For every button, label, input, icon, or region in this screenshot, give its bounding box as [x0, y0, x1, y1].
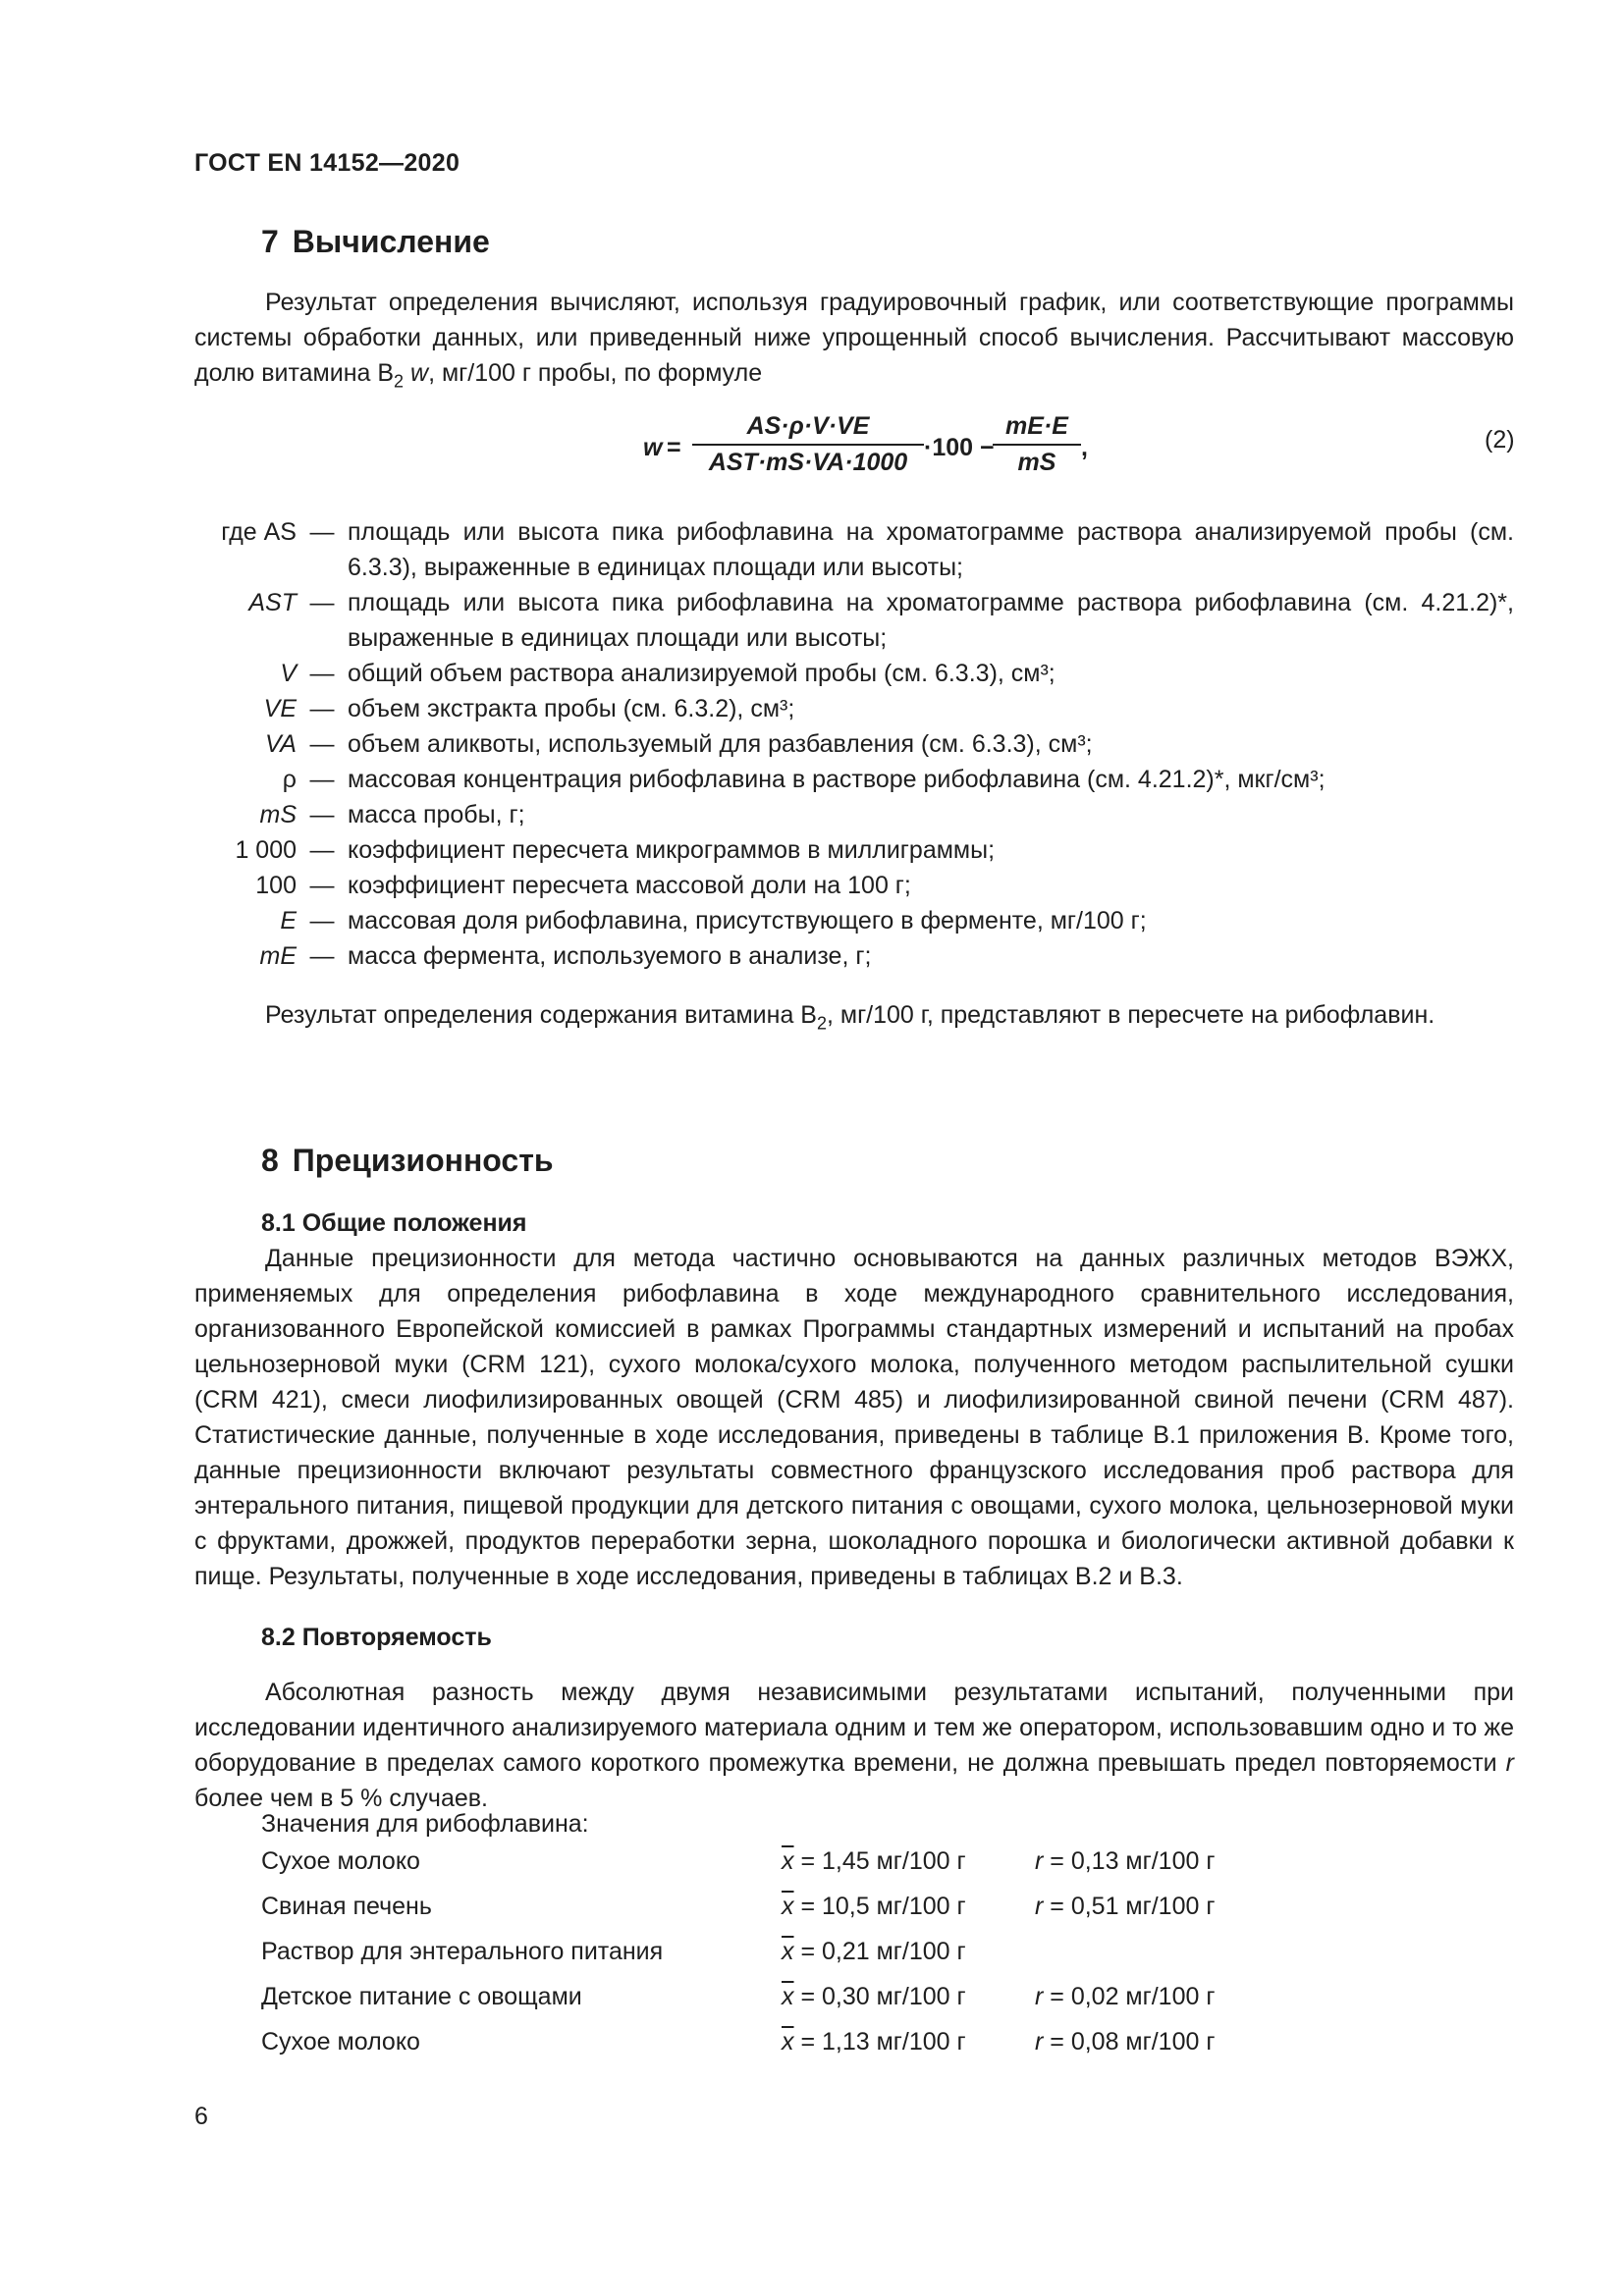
formula-2 — [643, 410, 1527, 489]
mean-text: = 1,45 мг/100 г — [800, 1847, 966, 1875]
sample-name: Сухое молоко — [261, 2028, 420, 2056]
mean-value — [782, 1983, 966, 2011]
legend-symbol: VA — [265, 730, 297, 758]
subsection-8-1-text: Данные прецизионности для метода частично основываются на данных различных методов ВЭЖХ, применяемых для определения рибофлавина в ходе международного сравнительного исследования, организованного Европейской комиссией в рамках Программы стандартных измерений и испытаний на пробах цельнозерновой муки (CRM 121), сухого молока/сухого молока, полученного методом распылительной сушки (CRM 421), смеси лиофилизированных овощей (CRM 485) и лиофилизированной свиной печени (CRM 487). Статистические данные, полученные в ходе исследования, приведены в таблице В.1 приложения В. Кроме того, данные прецизионности включают результаты совместного французского исследования проб раствора для энтерального питания, пищевой продукции для детского питания с овощами, сухого молока, цельнозерновой муки с фруктами, дрожжей, продуктов переработки зерна, шоколадного порошка и биологически активной добавки к пище. Результаты, полученные в ходе исследования, приведены в таблицах В.2 и В.3. — [194, 1245, 1514, 1590]
section-7-title: Вычисление — [292, 224, 490, 259]
legend-dash: — — [309, 695, 335, 722]
legend-dash: — — [309, 836, 335, 864]
legend-symbol: где AS — [221, 518, 297, 546]
formula-eq: = — [667, 434, 681, 461]
formula-fraction-1 — [692, 412, 924, 477]
legend-description: объем экстракта пробы (см. 6.3.2), см³; — [348, 695, 795, 722]
page-number: 6 — [194, 2103, 208, 2130]
mean-symbol: $\overline{x}$ — [782, 1847, 794, 1875]
intro-sub: 2 — [394, 371, 405, 392]
legend-dash: — — [309, 730, 335, 758]
legend-dash: — — [309, 766, 335, 793]
subsection-8-2-title: 8.2 Повторяемость — [261, 1624, 492, 1651]
legend-item — [194, 938, 1514, 974]
section-8-heading — [261, 1143, 554, 1179]
legend-item — [194, 514, 1514, 585]
formula-fraction-2 — [993, 412, 1081, 477]
formula-numerator-2: mE·E — [1005, 412, 1068, 440]
mean-text: = 10,5 мг/100 г — [800, 1893, 966, 1920]
mean-symbol: $\overline{x}$ — [782, 1938, 794, 1965]
intro-var: w — [410, 359, 429, 387]
repeatability-var: r — [1505, 1749, 1514, 1777]
rep-text: = 0,51 мг/100 г — [1050, 1893, 1216, 1920]
legend-item — [194, 726, 1514, 762]
formula-numerator-1: AS·ρ·V·VE — [746, 412, 870, 440]
legend-symbol: VE — [263, 695, 297, 722]
legend-description: общий объем раствора анализируемой пробы (см. 6.3.3), см³; — [348, 660, 1056, 687]
formula-denominator-1: AST·mS·VA·1000 — [708, 449, 908, 476]
rep-text: = 0,08 мг/100 г — [1050, 2028, 1216, 2056]
legend-item — [194, 585, 1514, 656]
legend-symbol: 100 — [255, 872, 297, 899]
mean-symbol: $\overline{x}$ — [782, 2028, 794, 2056]
formula-denominator-2: mS — [1017, 449, 1056, 476]
section-8-number: 8 — [261, 1143, 279, 1178]
legend-description: массовая концентрация рибофлавина в растворе рибофлавина (см. 4.21.2)*, мкг/см³; — [348, 766, 1326, 793]
repeatability-text-b: более чем в 5 % случаев. — [194, 1785, 488, 1812]
legend-description: коэффициент пересчета массовой доли на 100 г; — [348, 872, 911, 899]
formula-comma: , — [1081, 434, 1088, 461]
legend-symbol: V — [280, 660, 297, 687]
r-symbol: r — [1035, 1983, 1044, 2010]
repeatability-value — [1035, 1893, 1215, 1921]
intro-tail: , мг/100 г пробы, по формуле — [428, 359, 763, 387]
legend-description: площадь или высота пика рибофлавина на хроматограмме раствора анализируемой пробы (см. 6.3.3), выраженные в единицах площади или высоты; — [348, 518, 1514, 581]
fraction-bar-2 — [993, 444, 1081, 446]
legend-item — [194, 832, 1514, 868]
formula-number: (2) — [1485, 426, 1515, 454]
r-symbol: r — [1035, 2028, 1044, 2056]
intro-text: Результат определения вычисляют, используя градуировочный график, или соответствующие программы системы обработки данных, или приведенный ниже упрощенный способ вычисления. Рассчитывают массовую долю витамина B — [194, 289, 1514, 387]
legend-symbol: mE — [259, 942, 297, 970]
result-statement — [194, 997, 1514, 1033]
repeatability-value — [1035, 1983, 1215, 2011]
legend-symbol: E — [280, 907, 297, 934]
legend-dash: — — [309, 942, 335, 970]
repeatability-value — [1035, 1847, 1215, 1876]
section-7-intro — [194, 285, 1514, 391]
result-tail: , мг/100 г, представляют в пересчете на рибофлавин. — [826, 1001, 1435, 1029]
rep-text: = 0,02 мг/100 г — [1050, 1983, 1216, 2010]
mean-value — [782, 1938, 966, 1966]
mean-text: = 0,30 мг/100 г — [800, 1983, 966, 2010]
legend-item — [194, 762, 1514, 797]
section-7-heading — [261, 224, 490, 260]
legend-dash: — — [309, 801, 335, 828]
legend-symbol: mS — [259, 801, 297, 828]
mean-value — [782, 2028, 966, 2056]
mean-value — [782, 1893, 966, 1921]
repeatability-value — [1035, 2028, 1215, 2056]
legend-description: объем аликвоты, используемый для разбавления (см. 6.3.3), см³; — [348, 730, 1093, 758]
formula-lhs: w — [643, 434, 663, 461]
legend-dash: — — [309, 589, 335, 616]
subsection-8-1-title: 8.1 Общие положения — [261, 1209, 527, 1237]
legend-dash: — — [309, 660, 335, 687]
legend-item — [194, 868, 1514, 903]
legend-description: масса фермента, используемого в анализе, г; — [348, 942, 872, 970]
result-sub: 2 — [816, 1013, 827, 1034]
legend-symbol: ρ — [282, 766, 297, 793]
repeatability-text-a: Абсолютная разность между двумя независимыми результатами испытаний, полученными при исследовании идентичного анализируемого материала одним и тем же оператором, использовавшим одно и то же оборудование в пределах самого короткого промежутка времени, не должна превышать предел повторяемости — [194, 1679, 1514, 1777]
mean-symbol: $\overline{x}$ — [782, 1983, 794, 2010]
r-symbol: r — [1035, 1847, 1044, 1875]
legend-symbol: AST — [248, 589, 297, 616]
subsection-8-2-text — [194, 1675, 1514, 1816]
legend-dash: — — [309, 872, 335, 899]
legend-description: коэффициент пересчета микрограммов в миллиграммы; — [348, 836, 996, 864]
legend-dash: — — [309, 518, 335, 546]
result-text: Результат определения содержания витамина B — [265, 1001, 817, 1029]
document-code: ГОСТ EN 14152—2020 — [194, 149, 460, 177]
fraction-bar-1 — [692, 444, 924, 446]
rep-text: = 0,13 мг/100 г — [1050, 1847, 1216, 1875]
mean-value — [782, 1847, 966, 1876]
legend-description: площадь или высота пика рибофлавина на хроматограмме раствора рибофлавина (см. 4.21.2)*, выраженные в единицах площади или высоты; — [348, 589, 1514, 652]
formula-middle: ·100 − — [924, 434, 995, 461]
mean-symbol: $\overline{x}$ — [782, 1893, 794, 1920]
legend-item — [194, 903, 1514, 938]
formula-legend — [194, 514, 1514, 974]
legend-dash: — — [309, 907, 335, 934]
mean-text: = 1,13 мг/100 г — [800, 2028, 966, 2056]
legend-item — [194, 797, 1514, 832]
sample-name: Сухое молоко — [261, 1847, 420, 1875]
sample-name: Детское питание с овощами — [261, 1983, 582, 2010]
sample-name: Свиная печень — [261, 1893, 432, 1920]
r-symbol: r — [1035, 1893, 1044, 1920]
legend-item — [194, 691, 1514, 726]
legend-item — [194, 656, 1514, 691]
section-7-number: 7 — [261, 224, 279, 259]
mean-text: = 0,21 мг/100 г — [800, 1938, 966, 1965]
section-8-title: Прецизионность — [292, 1143, 554, 1178]
legend-description: масса пробы, г; — [348, 801, 525, 828]
sample-name: Раствор для энтерального питания — [261, 1938, 664, 1965]
legend-description: массовая доля рибофлавина, присутствующего в ферменте, мг/100 г; — [348, 907, 1147, 934]
legend-symbol: 1 000 — [235, 836, 297, 864]
values-label: Значения для рибофлавина: — [261, 1810, 589, 1838]
